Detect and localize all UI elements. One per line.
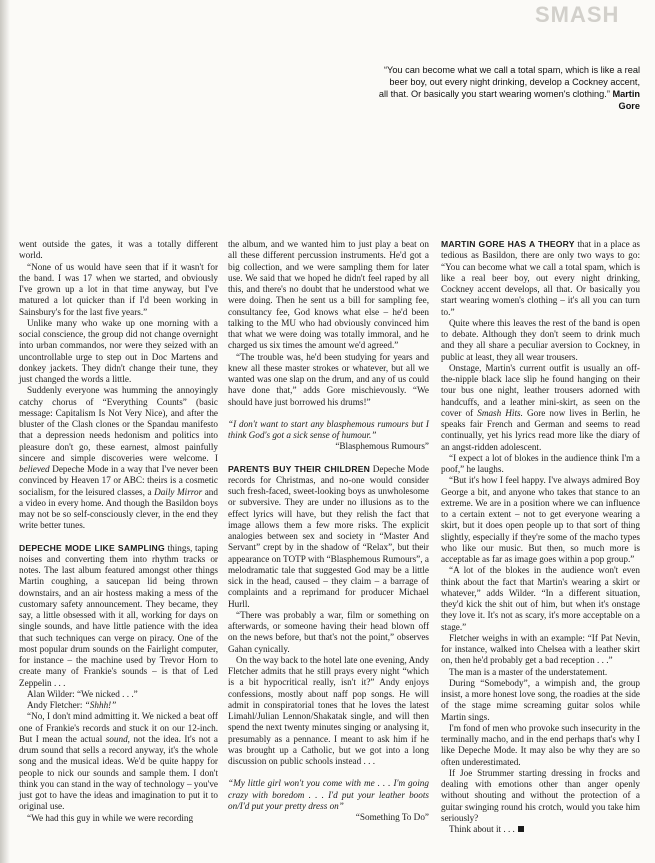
section-paragraph: PARENTS BUY THEIR CHILDREN Depeche Mode records for Christmas, and no-one would consider such fresh-faced, sweet-looking boys as unwholesome or subversive. They are under no illusions as to the effect lyrics will have, but they relish the fact that image allows them a few more risks. The explicit analogies between sex and society in “Master And Servant” crept by in the shadow of “Relax”, but their appearance on TOTP with “Blasphemous Rumours”, a melodramatic tale that suggested God may be a little sick in the head, caused – they claim – a barrage of complaints and a reprimand for producer Michael Hurll.: [228, 463, 429, 609]
section-lead: MARTIN GORE HAS A THEORY: [441, 239, 575, 249]
lyric-attribution: “Blasphemous Rumours”: [335, 441, 429, 452]
paragraph: I'm fond of men who provoke such insecurity in the terminally macho, and in the end perhaps that's why I like Depeche Mode. It may also be why they are so often underestimated.: [441, 722, 640, 767]
lyric-quote: “I don't want to start any blasphemous rumours but I think God's got a sick sense of humour.”: [228, 418, 429, 440]
paragraph: “None of us would have seen that if it wasn't for the band. I was 17 when we started, and obviously I've grown up a lot in that time anyway, but I've matured a lot quicker than if I'd been working in Sainsbury's for the last five years.”: [19, 261, 218, 317]
paragraph: Andy Fletcher: “Shhh!”: [27, 700, 117, 710]
paragraph: Alan Wilder: “We nicked . . .”: [27, 688, 138, 699]
page-gutter-shadow: [0, 0, 10, 863]
paragraph: If Joe Strummer starting dressing in frocks and dealing with emotions other than anger openly without shouting and without the protection of a guitar swinging round his crotch, would you take him seriously?: [441, 767, 640, 823]
paragraph: “The trouble was, he'd been studying for years and knew all these master strokes or whatever, but all we wanted was one slap on the drum, and any of us could have done that,” adds Gore mischievously. “We should have just borrowed his drums!”: [228, 351, 429, 407]
paragraph: “There was probably a war, film or something on afterwards, or someone having their head blown off on the news before, but that's not the point,” observes Gahan cynically.: [228, 609, 429, 654]
section-lead: PARENTS BUY THEIR CHILDREN: [228, 463, 371, 474]
paragraph: went outside the gates, it was a totally different world.: [19, 239, 218, 261]
paragraph: Unlike many who wake up one morning with a social conscience, the group did not change overnight into urban commandos, nor were they seized with an uncontrollable urge to step out in Doc Martens and donkey jackets. They didn't change their tune, they just changed the words a little.: [19, 317, 218, 384]
paragraph: During “Somebody”, a wimpish and, the group insist, a more honest love song, the roadies at the side of the stage mime screaming guitar solos while Martin sings.: [441, 677, 640, 722]
paragraph: Fletcher weighs in with an example: “If Pat Nevin, for instance, walked into Chelsea with a leather skirt on, then he'd probably get a bad reception . . .”: [441, 632, 640, 666]
pull-quote: [378, 64, 640, 112]
section-lead: DEPECHE MODE LIKE SAMPLING: [19, 542, 165, 553]
article-column-1: [19, 239, 218, 824]
paragraph: “We had this guy in while we were recording: [27, 812, 194, 823]
paragraph: Suddenly everyone was humming the annoyingly catchy chorus of “Everything Counts” (basic message: Capitalism Is Not Very Nice), and after the bluster of the Clash clones or the Spandau manifesto that a depression needs hedonism and politics into pleasure don't go, these earnest, almost painfully sincere and simple discoveries were welcome. I believed Depeche Mode in a way that I've never been convinced by Heaven 17 or ABC: theirs is a cosmetic socialism, for the leisured classes, a Daily Mirror and a video in every home. And though the Basildon boys may not be so self-consciously clever, in the end they write better tunes.: [19, 385, 219, 531]
paragraph: Think about it . . .: [441, 824, 640, 835]
article-column-2: [228, 239, 429, 823]
pull-quote-text: “You can become what we call a total spam, which is like a real beer boy, out every night drinking, develop a Cockney accent, all that. Or basically you start wearing women's clothing.”: [378, 65, 640, 99]
lyric-quote: “My little girl won't you come with me . . . I'm going crazy with boredom . . . I'd put your leather boots on/I'd put your pretty dress on”: [228, 778, 429, 811]
end-of-article-square-icon: [518, 826, 524, 832]
paragraph: The man is a master of the understatement.: [449, 666, 608, 677]
paragraph: On the way back to the hotel late one evening, Andy Fletcher admits that he still prays every night “which is a bit hypocritical really, isn't it?” Andy enjoys confessions, mostly about naff pop songs. He will admit in conspiratorial tones that he loves the latest Limahl/Julian Lennon/Shakatak single, and will then spend the next twenty minutes singing or analysing it, presumably as a pennance. I meant to ask him if he was brought up a Catholic, but we got into a long discussion on public schools instead . . .: [228, 654, 429, 766]
section-paragraph: DEPECHE MODE LIKE SAMPLING things, taping noises and converting them into rhythm tracks or notes. The last album featured amongst other things Martin coughing, a saucepan lid being thrown downstairs, and an air hostess making a mess of the customary safety announcement. They became, they say, a little obsessed with it all, working for days on single sounds, and have little patience with the idea that such techniques can verge on piracy. One of the most popular drum sounds on the Fairlight computer, for instance – the machine used by Trevor Horn to create many of Frankie's sounds – is that of Led Zeppelin . . .: [19, 542, 219, 688]
pull-quote-attribution: Martin Gore: [612, 89, 640, 111]
masthead-logo: SMASH: [535, 4, 620, 26]
paragraph: “I expect a lot of blokes in the audience think I'm a poof,” he laughs.: [441, 452, 640, 474]
article-column-3: [441, 239, 640, 835]
lyric-attribution: “Something To Do”: [355, 812, 429, 822]
paragraph: “No, I don't mind admitting it. We nicked a beat off one of Frankie's records and stuck it on our 12-inch. But I mean the actual sound, not the idea. It's not a drum sound that sells a record anyway, it's the whole song and the musical ideas. We'd be quite happy for people to nick our sounds and sample them. I don't think you can stand in the way of technology – you've just got to have the ideas and imagination to put it to original use.: [19, 711, 218, 812]
paragraph: “A lot of the blokes in the audience won't even think about the fact that Martin's wearing a skirt or whatever,” adds Wilder. “In a different situation, they'd kick the shit out of him, but when it's onstage they love it. It's not as scary, it's more acceptable on a stage.”: [441, 565, 640, 632]
paragraph: the album, and we wanted him to just play a beat on all these different percussion instruments. He'd got a big collection, and we were sampling them for later use. We said that we hoped he didn't feel raped by all this, and there's no doubt that he understood what we were doing. Then he sent us a bill for sampling fee, consultancy fee, God knows what else – he'd been talking to the MU who had obviously convinced him that what we were doing was totally immoral, and he charged us six times the amount we'd agreed.”: [228, 239, 429, 351]
section-paragraph: MARTIN GORE HAS A THEORY that in a place as tedious as Basildon, there are only two ways to go: “You can become what we call a total spam, which is like a real beer boy, out every night drinking, Cockney accent develops, all that. Or basically you start wearing women's clothing – it's all you can turn to.”: [441, 239, 640, 317]
page-header: [0, 0, 655, 28]
paragraph: “But it's how I feel happy. I've always admired Boy George a bit, and anyone who takes that stance to an extreme. We are in a position where we can influence to a certain extent – not to get everyone wearing a skirt, but it does open people up to that sort of thing slightly, especially if they're some of the macho types who like our music. But then, so much more is acceptable as far as image goes within a pop group.”: [441, 475, 640, 564]
paragraph: Quite where this leaves the rest of the band is open to debate. Although they don't seem to drink much and they all share a peculiar aversion to Cockney, in public at least, they all wear trousers.: [441, 317, 640, 362]
paragraph: Onstage, Martin's current outfit is usually an off-the-nipple black lace slip he found hanging on their tour bus one night, leather trousers adorned with handcuffs, and a leather mini-skirt, as seen on the cover of Smash Hits. Gore now lives in Berlin, he speaks fair French and German and seems to read continually, yet his lyrics read more like the diary of an angst-ridden adolescent.: [441, 362, 640, 452]
